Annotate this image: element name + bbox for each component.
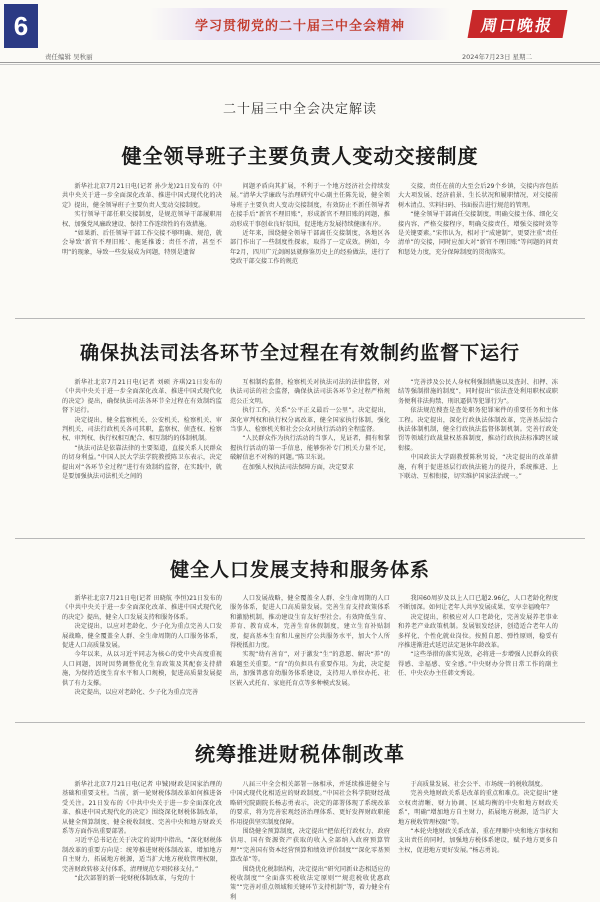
paragraph: 新华社北京7月21日电(记者 刘硕 齐琪)21日发布的《中共中央关于进一步全面深化改革、推进中国式现代化的决定》提出，确保执法司法各环节全过程在有效制约监督下运行。: [62, 379, 222, 415]
paragraph: 新华社北京7月21日电(记者 申铖)财政是国家治理的基础和重要支柱。当前，新一轮财税体制改革如何推进备受关注。21日发布的《中共中央关于进一步全面深化改革、推进中国式现代化的决定》围绕深化财税体制改革，从健全预算制度、健全税收制度、完善中央和地方财政关系等方面作出重要部署。: [62, 781, 222, 836]
section-kicker: 二十届三中全会决定解读: [222, 102, 377, 117]
article-headline: 统筹推进财税体制改革: [195, 742, 405, 766]
article-column: [230, 594, 390, 712]
paragraph: 围绕优化税制结构，决定提出“研究同新业态相适应的税收制度”“全面落实税收法定原则”“规范税收优惠政策”“完善对重点领域和关键环节支持机制”等，着力健全有利: [230, 865, 390, 901]
paragraph: 决定提出，积极应对人口老龄化，完善发展养老事业和养老产业政策机制。发展银发经济，创造适合老年人的多样化、个性化就业岗位。按照自愿、弹性原则，稳妥有序推进渐进式延迟法定退休年龄改革。: [398, 613, 558, 650]
paragraph: 今年以来，从以习近平同志为核心的党中央高度重视人口问题，因时因势调整优化生育政策及其配套支持措施，为保持适度生育水平和人口规模，促进高质量发展提供了有力支撑。: [62, 651, 222, 687]
article-column: [398, 378, 558, 528]
header-rule: [0, 62, 600, 63]
paragraph: 实现“幼有善育”，对于激发“生”的意愿、解决“养”的难题至关重要。“育”的负担具有重要作用。为此，决定提出，加强普惠育幼服务体系建设，支持用人单位办托、社区嵌入式托育、家庭托育点等多种模式发展。: [230, 651, 390, 687]
paragraph: “本轮央地财政关系改革，重在理顺中央和地方事权和支出责任的同时，加强地方税体系建设，赋予地方更多自主权，促进地方更好发展。”杨志勇说。: [398, 828, 558, 854]
issue-date: 2024年7月23日 星期二: [462, 53, 533, 61]
paragraph: 八届三中全会相关部署一脉相承，并延续推进健全与中国式现代化相适应的财政制度。”中国社会科学院财经战略研究院副院长杨志勇表示，决定的部署体现了系统改革的要求，将为完善宏观经济治理体系、更好发挥财政职能作用提供坚实制度保障。: [230, 781, 390, 826]
paragraph: 围绕健全预算制度，决定提出“把依托行政权力、政府信用、国有资源资产获取的收入全部纳入政府预算管理”“完善国有资本经营预算和绩效评价制度”“深化零基预算改革”等。: [230, 828, 390, 864]
paragraph: 决定提出，以应对老龄化、少子化为重点完善人口发展战略，健全覆盖全人群、全生命周期的人口服务体系，促进人口高质量发展。: [62, 623, 222, 650]
paragraph: 问题矛盾向其扩展，不利于一个地方经济社会持续发展。”清华大学廉政与治理研究中心副主任陈先说，健全领导班子主要负责人变动交接制度，有效防止不新任领导者在接手后“新官不理旧账”，形成新官不理旧账的问题，推动形成干事创业良好氛围，促进地方发展持续健康有序。: [230, 183, 390, 228]
article-divider: [15, 538, 585, 539]
paragraph: “执法司法是依靠法律的主要渠道，直接关系人民群众的切身利益。”中国人民大学法学院教授陈卫东表示，决定提出对“各环节全过程”进行有效制约监督，在实践中，就是要加强执法司法机关之间的: [62, 444, 222, 481]
article-column: [230, 378, 390, 528]
article-column: [398, 780, 558, 888]
article-headline: 健全人口发展支持和服务体系: [169, 559, 430, 581]
page-number: 6: [4, 4, 38, 48]
article-column: [62, 594, 222, 712]
section-banner: [150, 8, 450, 40]
article-column: [398, 594, 558, 712]
article-column: [62, 182, 222, 307]
paragraph: “人民群众作为执行活动的当事人，见证者，拥有和掌握执行活动的第一手信息，能够弥补专门机关力量不足，破解信息不对称的问题。”陈卫东说。: [230, 435, 390, 462]
paragraph: “完善涉及公民人身权利强制措施以及查封、扣押、冻结等强制措施的制度”，同时提出“依法查处利用职权或职务便利非法拘禁、刑讯逼供等犯罪行为”。: [398, 379, 558, 405]
paragraph: 决定提出，以应对老龄化、少子化为重点完善: [74, 689, 199, 697]
newspaper-logo: 周口晚报: [468, 10, 568, 38]
paragraph: 互相制约监督，检察机关对执法司法的法律监督，对执法司法的社会监督，确保执法司法各环节全过程严格规范公正文明。: [230, 379, 390, 405]
paragraph: 新华社北京7月21日电(记者 田晓航 李恒)21日发布的《中共中央关于进一步全面深化改革、推进中国式现代化的决定》提出，健全人口发展支持和服务体系。: [62, 595, 222, 621]
article-headline: 健全领导班子主要负责人变动交接制度: [121, 144, 479, 168]
article-divider: [15, 722, 585, 723]
article-headline: 确保执法司法各环节全过程在有效制约监督下运行: [79, 342, 520, 364]
paragraph: 执行工作，关系“公平正义最后一公里”。决定提出，深化审判权和执行权分离改革，健全国家执行体制，强化当事人、检察机关和社会公众对执行活动的全程监督。: [230, 407, 390, 434]
paragraph: 我国60周岁及以上人口已超2.96亿，人口老龄化程度不断加深。如何让老年人共享发展成果、安享幸福晚年？: [398, 595, 558, 612]
paragraph: 中国政法大学副教授陈秋男说，“决定提出的改革措施，有利于促进基层行政执法能力的提升，系统推进、上下联动、互相衔接，切实维护国家法治统一。”: [398, 454, 558, 481]
banner-title: 学习贯彻党的二十届三中全会精神: [194, 18, 405, 34]
article-column: [62, 378, 222, 528]
paragraph: “此次部署的新一轮财税体制改革，与党的十: [74, 875, 196, 883]
header-rule-thin: [0, 64, 600, 65]
paragraph: 习近平总书记在关于决定的说明中指出，“深化财税体制改革的重要方向是：统筹推进财税体制改革，增加地方自主财力，拓展地方税源，适当扩大地方税收管理权限，完善财政转移支付体系，清理规范专项转移支付。”: [62, 837, 222, 873]
article-column: [230, 780, 390, 901]
paragraph: 新华社北京7月21日电(记者 孙少龙)21日发布的《中共中央关于进一步全面深化改革、推进中国式现代化的决定》提出，健全领导班子主要负责人变动交接制度。: [62, 183, 222, 209]
paragraph: 完善央地财政关系是改革的重点和难点。决定提出“建立权责清晰、财力协调、区域均衡的中央和地方财政关系”，明确“增加地方自主财力，拓展地方税源，适当扩大地方税收管理权限”等。: [398, 790, 558, 826]
paragraph: 决定提出，健全监察机关、公安机关、检察机关、审判机关、司法行政机关各司其职，监察权、侦查权、检察权、审判权、执行权相互配合、相互制约的体制机制。: [62, 416, 222, 443]
article-column: [230, 182, 390, 307]
paragraph: “健全领导干部离任交接制度，明确交接主体、细化交接内容、严格交接程序，明确交接责任，增强交接时效等是关键要素。”宋伟认为，相对于“成建制”，更要注重“责任清单”的交接，同时应加大对“新官不理旧账”等问题的问责和惩处力度，充分保障制度的贯彻落实。: [398, 211, 558, 256]
paragraph: 近年来，围绕健全领导干部离任交接制度，各地区各部门作出了一些制度性探索，取得了一定成效。例如，今年2月，四川广元剑阁县就修鉴历史上的经验做法，进行了党政干部交接工作的规范: [230, 230, 390, 266]
paragraph: 交接，责任在前的大至会后29个乡镇，交接内容包括大大项发展、经济前景、生长状况和履职情况，对交接前树木清点、实料扫码、书面报告进行规范的管理。: [398, 183, 558, 209]
paragraph: “如果新、后任领导干部工作交接不够明确、规范，就会导致‘新官不理旧账’、拖延推诿；责任不清，甚至不明”的现象，导致一些发展成为问题，特别是遗留: [62, 230, 222, 256]
paragraph: “这些举措的落实见效，必将进一步增强人民群众的获得感、幸福感、安全感。”中央财办分管日常工作的副主任、中央农办主任韩文秀说。: [398, 651, 558, 678]
article-column: [398, 182, 558, 307]
article-divider: [15, 318, 585, 319]
paragraph: 依法规范搜查是查处职务犯罪案件的重要任务和主体工程。决定提出，深化行政执法体制改革，完善基层综合执法体制机制，健全行政执法监督体制机制。完善行政处罚等领域行政裁量权基准制度，推动行政执法标准跨区域衔接。: [398, 407, 558, 452]
paragraph: 实行领导干部任职交接制度，是规范领导干部履职用权、加强党风廉政建设、保持工作连续性的有效措施。: [62, 211, 222, 228]
paragraph: 人口发展战略，健全覆盖全人群、全生命周期的人口服务体系，促进人口高质量发展。完善生育支持政策体系和激励机制，推动建设生育友好型社会。有效降低生育、养育、教育成本，完善生育休假制度，建立生育补贴制度，提高基本生育和儿童医疗公共服务水平，加大个人所得税抵扣力度。: [230, 595, 390, 650]
paragraph: 于高质量发展、社会公平、市场统一的税收制度。: [410, 781, 547, 788]
article-column: [62, 780, 222, 888]
editor-credit: 责任编辑 吴秋丽: [45, 53, 93, 61]
paragraph: 在加强人权执法司法保障方面，决定要求: [242, 463, 354, 471]
